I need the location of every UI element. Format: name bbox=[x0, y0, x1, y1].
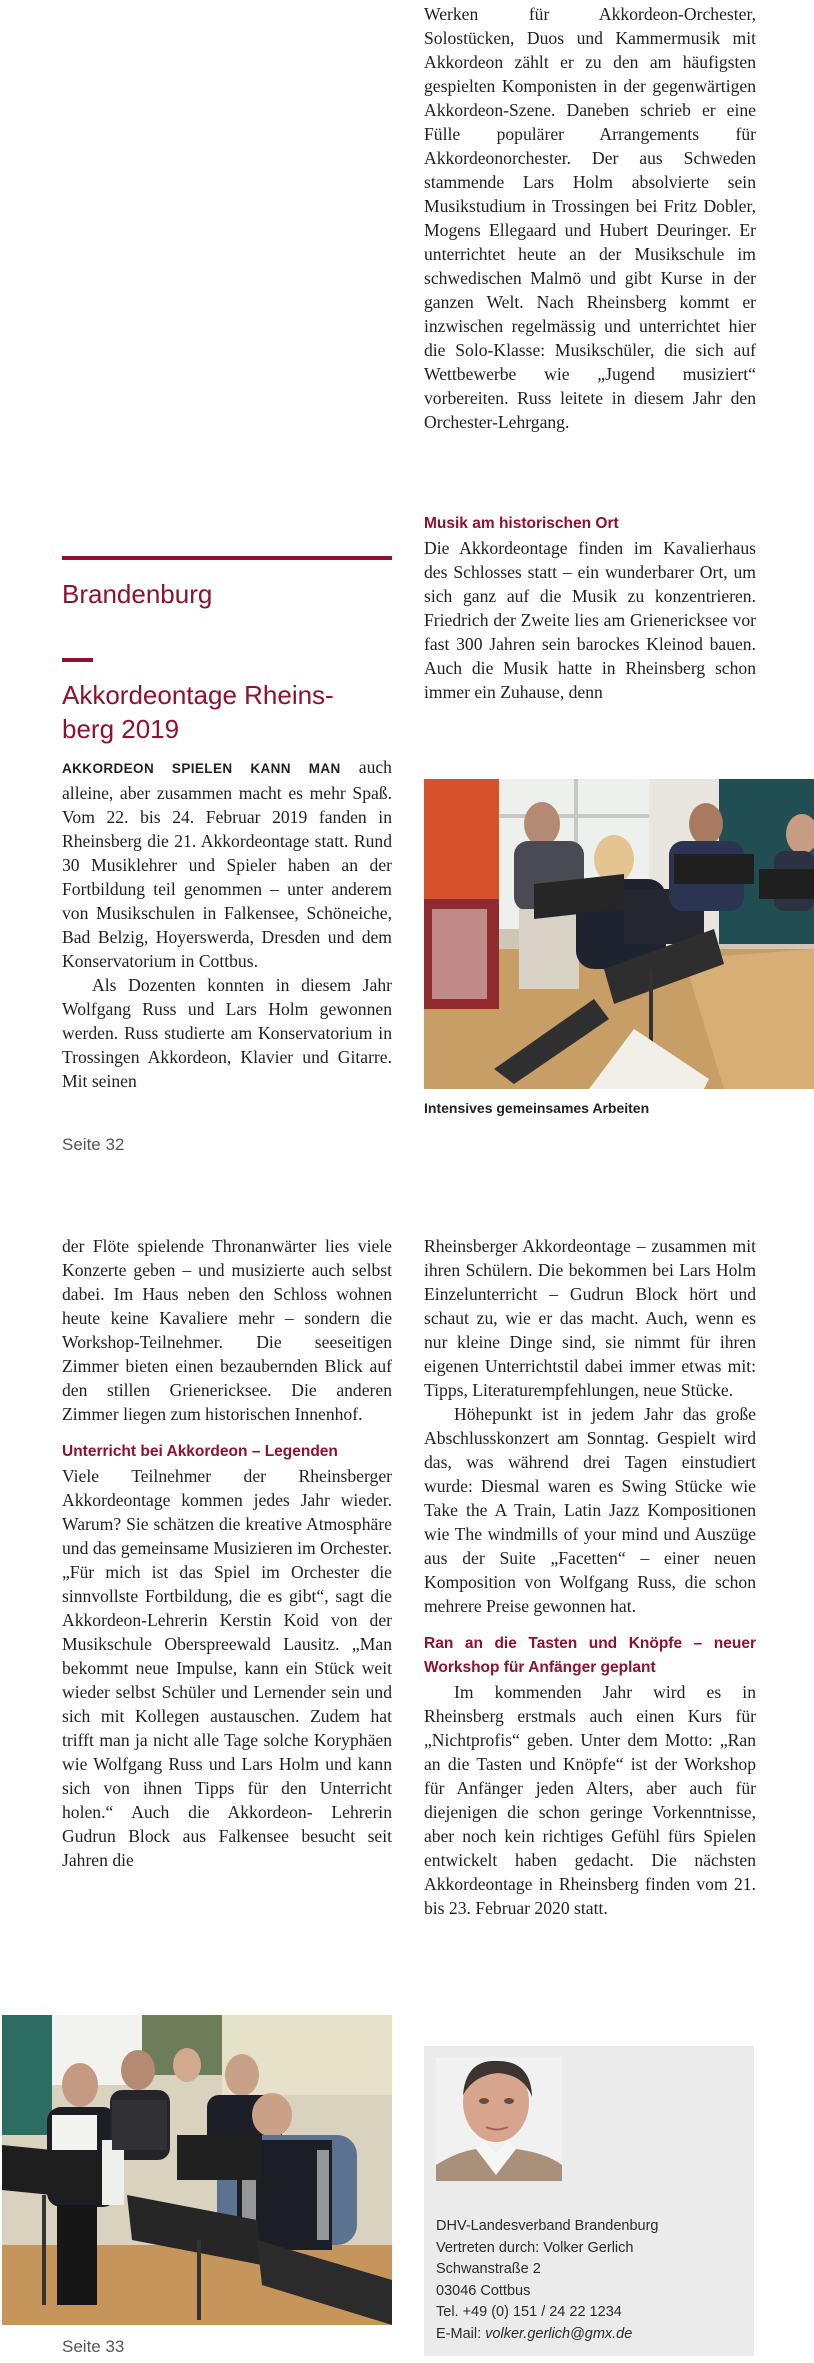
contact-city: 03046 Cottbus bbox=[436, 2282, 531, 2299]
photo-accordion-students bbox=[2, 2015, 392, 2325]
lead-caps: AKKORDEON SPIELEN KANN MAN bbox=[62, 761, 341, 776]
contact-box bbox=[424, 2046, 754, 2356]
paragraph: Viele Teilnehmer der Rheinsberger Akkordeontage kommen jedes Jahr wieder. Warum? Sie schätzen die kreative Atmosphäre und das gemeinsame Musizieren im Orchester. „Für mich ist das Spiel im Orchester die sinnvollste Fortbildung, die es gibt“, sagt die Akkordeon-Lehrerin Kerstin Koid von der Musikschule Oberspreewald Lausitz. „Man bekommt neue Impulse, kann ein Stück weit wieder selbst Schüler und Lernender sein und sich mit Kollegen austauschen. Zudem hat trifft man ja nicht alle Tage solche Koryphäen wie Wolfgang Russ und Lars Holm und kann sich von ihnen Tipps für den Unterricht holen.“ Auch die Akkordeon- Lehrerin Gudrun Block aus Falkensee besucht seit Jahren die bbox=[62, 1466, 392, 1870]
continued-paragraph-russ-holm bbox=[424, 2, 756, 434]
subhead-legends: Unterricht bei Akkordeon – Legenden bbox=[62, 1443, 338, 1460]
paragraph: der Flöte spielende Thronanwärter lies viele Konzerte geben – und musizierte auch selbst dabei. Im Haus neben den Schloss wohnen heute keine Kavaliere mehr – sondern die Workshop-Teilnehmer. Die seeseitigen Zimmer bieten einen bezaubernden Blick auf den stillen Grienericksee. Die anderen Zimmer liegen zum historischen Innenhof. bbox=[62, 1236, 392, 1424]
photo-orchestra-rehearsal bbox=[424, 779, 814, 1089]
paragraph: Im kommenden Jahr wird es in Rheinsberg erstmals auch einen Kurs für „Nichtprofis“ geben. Unter dem Motto: „Ran an die Tasten und Knöpfe“ ist der Workshop für Anfänger jeden Alters, aber auch für diejenigen die schon geringe Vorkenntnisse, aber noch kein richtiges Gefühl fürs Spielen entwickelt haben gedacht. Die nächsten Akkordeontage in Rheinsberg finden vom 21. bis 23. Februar 2020 statt. bbox=[424, 1682, 756, 1918]
contact-street: Schwanstraße 2 bbox=[436, 2261, 541, 2277]
lead-text: auch alleine, aber zusammen macht es mehr Spaß. Vom 22. bis 24. Februar 2019 fanden in Rheinsberg die 21. Akkordeontage statt. Rund 30 Musiklehrer und Spieler haben an der Fortbildung teil genommen – unter anderem von Musikschulen in Falkensee, Schöneiche, Bad Belzig, Hoyerswerda, Dresden und dem Konservatorium in Cottbus. bbox=[62, 757, 392, 971]
contact-email-line bbox=[436, 2324, 658, 2346]
contact-representative: Vertreten durch: Volker Gerlich bbox=[436, 2239, 634, 2256]
paragraph: Höhepunkt ist in jedem Jahr das große Abschlusskonzert am Sonntag. Gespielt wird das, was während drei Tagen einstudiert wurde: Diesmal waren es Swing Stücke wie Take the A Train, Latin Jazz Kompositionen wie The windmills of your mind und Auszüge aus der Suite „Facetten“ – einer neuen Komposition von Wolfgang Russ, die schon mehrere Preise gewonnen hat. bbox=[424, 1404, 756, 1616]
bottom-right-column bbox=[424, 1234, 756, 1920]
paragraph: Rheinsberger Akkordeontage – zusammen mit ihren Schülern. Die bekommen bei Lars Holm Einzelunterricht – Gudrun Block hört und schaut zu, wie er das macht. Auch, wenn es nur kleine Dinge sind, sie nimmt für ihren eigenen Unterrichtstil dabei immer etwas mit: Tipps, Literaturempfehlungen, neue Stücke. bbox=[424, 1236, 756, 1400]
section-historic-place bbox=[424, 512, 756, 704]
article-title-line-1: Akkordeontage Rheins- bbox=[62, 680, 334, 710]
paragraph: Die Akkordeontage finden im Kavalierhaus des Schlosses statt – ein wunderbarer Ort, um sich ganz auf die Musik zu konzentrieren. Friedrich der Zweite lies am Grienericksee vor fast 300 Jahren sein barockes Kleinod bauen. Auch die Musik hatte in Rheinsberg schon immer ein Zuhause, denn bbox=[424, 538, 756, 702]
article-title-line-2: berg 2019 bbox=[62, 714, 180, 744]
intro-paragraph bbox=[62, 755, 392, 973]
contact-portrait bbox=[436, 2057, 562, 2181]
section-label-brandenburg: Brandenburg bbox=[62, 579, 213, 609]
contact-email-label: E-Mail: bbox=[436, 2325, 486, 2342]
page-number-32: Seite 32 bbox=[62, 1135, 125, 1154]
subhead-historic-place: Musik am historischen Ort bbox=[424, 515, 619, 532]
intro-section bbox=[62, 755, 392, 1093]
page-number-33: Seite 33 bbox=[62, 2337, 125, 2356]
contact-phone[interactable]: Tel. +49 (0) 151 / 24 22 1234 bbox=[436, 2304, 622, 2320]
contact-email-link[interactable]: volker.gerlich@gmx.de bbox=[485, 2325, 633, 2342]
contact-organization: DHV-Landesverband Brandenburg bbox=[436, 2218, 659, 2234]
contact-details bbox=[436, 2216, 658, 2345]
section-rule bbox=[62, 556, 392, 560]
title-dash bbox=[62, 658, 93, 662]
article-title bbox=[62, 678, 334, 746]
paragraph: Werken für Akkordeon-Orchester, Solostücken, Duos und Kammermusik mit Akkordeon zählt er zu den am häufigsten gespielten Komponisten in der gegenwärtigen Akkordeon-Szene. Daneben schrieb er eine Fülle populärer Arrangements für Akkordeonorchester. Der aus Schweden stammende Lars Holm absolvierte sein Musikstudium in Trossingen bei Fritz Dobler, Mogens Ellegaard und Hubert Deuringer. Er unterrichtet heute an der Musikschule im schwedischen Malmö und gibt Kurse in der ganzen Welt. Nach Rheinsberg kommt er inzwischen regelmässig und unterrichtet hier die Solo-Klasse: Musikschüler, die sich auf Wettbewerbe wie „Jugend musiziert“ vorbereiten. Russ leitete in diesem Jahr den Orchester-Lehrgang. bbox=[424, 4, 756, 432]
paragraph: Als Dozenten konnten in diesem Jahr Wolfgang Russ und Lars Holm gewonnen werden. Russ studierte am Konservatorium in Trossingen Akkordeon, Klavier und Gitarre. Mit seinen bbox=[62, 975, 392, 1091]
bottom-left-column bbox=[62, 1234, 392, 1872]
photo-caption-top: Intensives gemeinsames Arbeiten bbox=[424, 1100, 650, 1116]
subhead-new-workshop: Ran an die Tasten und Knöpfe – neuer Workshop für Anfänger geplant bbox=[424, 1635, 756, 1676]
